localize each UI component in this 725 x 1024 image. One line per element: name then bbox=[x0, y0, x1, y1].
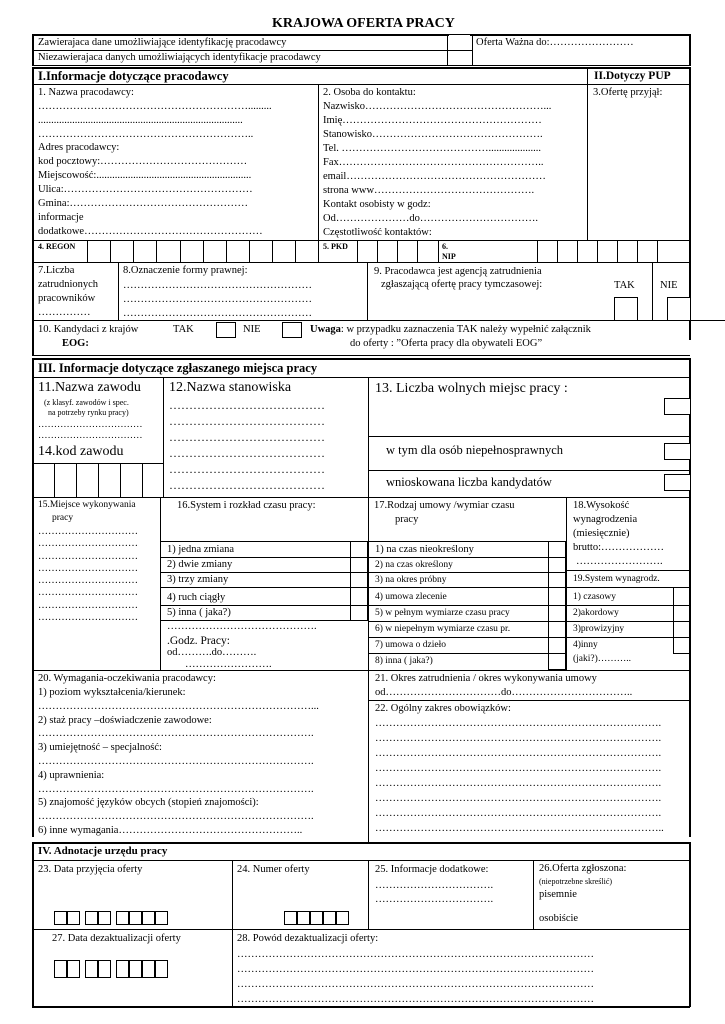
offer-submitted-label: 26.Oferta zgłoszona: bbox=[539, 863, 627, 874]
contact-firstname-field[interactable]: Imię………………………………………………… bbox=[323, 115, 542, 126]
vacancies-label: 13. Liczba wolnych miejsc pracy : bbox=[375, 381, 568, 396]
contract-checkbox-2[interactable] bbox=[548, 557, 566, 573]
occupation-note-2: na potrzeby rynku pracy) bbox=[48, 408, 129, 417]
eog-yes-checkbox[interactable] bbox=[216, 322, 236, 338]
contact-hours-label: Kontakt osobisty w godz: bbox=[323, 199, 431, 210]
pay-system-label: 19.System wynagrodz. bbox=[573, 574, 660, 584]
contract-checkbox-4[interactable] bbox=[548, 587, 566, 606]
pay-option-1: 1) czasowy bbox=[573, 592, 616, 602]
agency-yes-checkbox[interactable] bbox=[614, 297, 638, 321]
pay-checkbox-4[interactable] bbox=[673, 637, 690, 654]
candidates-count-label: wnioskowana liczba kandydatów bbox=[386, 475, 552, 489]
contact-hours-field[interactable]: Od…………………do……………………………. bbox=[323, 213, 538, 224]
system-checkbox-4[interactable] bbox=[350, 587, 368, 606]
offer-valid-until[interactable]: Oferta Ważna do:…………………… bbox=[476, 37, 634, 48]
contract-checkbox-7[interactable] bbox=[548, 637, 566, 654]
work-place-label-1: 15.Miejsce wykonywania bbox=[38, 500, 136, 510]
accept-date-label: 23. Data przyjęcia oferty bbox=[38, 864, 143, 875]
contact-fax-field[interactable]: Fax………………………………………………….. bbox=[323, 157, 544, 168]
agency-label-1: 9. Pracodawca jest agencją zatrudnienia bbox=[374, 266, 542, 277]
legal-form-label: 8.Oznaczenie formy prawnej: bbox=[123, 265, 248, 276]
system-option-1: 1) jedna zmiana bbox=[167, 544, 235, 555]
section-2-title: II.Dotyczy PUP bbox=[594, 70, 671, 82]
option-with-identification: Zawierajaca dane umożliwiające identyfikację pracodawcy bbox=[38, 37, 287, 48]
street-field[interactable]: Ulica:……………………………………………… bbox=[38, 184, 253, 195]
employer-address-label: Adres pracodawcy: bbox=[38, 142, 120, 153]
employees-count-label-2: zatrudnionych bbox=[38, 279, 99, 290]
contract-type-label-2: pracy bbox=[395, 514, 419, 525]
disabled-vacancies-label: w tym dla osób niepełnosprawnych bbox=[386, 443, 564, 457]
eog-no-checkbox[interactable] bbox=[282, 322, 302, 338]
disabled-vacancies-field[interactable] bbox=[664, 443, 691, 460]
contact-surname-field[interactable]: Nazwisko……………………………………………... bbox=[323, 101, 552, 112]
deactivation-reason-lines[interactable]: ………………………………………………………………………………………… ………………………………………………………………………………………… ………………………………………………………………………………………… ………………………………………………………………………………………… bbox=[237, 949, 594, 1005]
position-name-label: 12.Nazwa stanowiska bbox=[169, 380, 292, 395]
contract-option-7: 7) umowa o dzieło bbox=[375, 640, 446, 650]
salary-label-1: 18.Wysokość bbox=[573, 500, 630, 511]
deactivation-reason-label: 28. Powód dezaktualizacji oferty: bbox=[237, 933, 379, 944]
legal-form-lines[interactable]: ……………………………………………… ……………………………………………… ……………………………………………… bbox=[123, 280, 312, 319]
contract-checkbox-1[interactable] bbox=[548, 541, 566, 558]
contract-checkbox-6[interactable] bbox=[548, 621, 566, 638]
contract-option-8: 8) inna ( jaka?) bbox=[375, 656, 433, 666]
agency-label-2: zgłaszającą ofertę pracy tymczasowej: bbox=[381, 279, 543, 290]
duties-label: 22. Ogólny zakres obowiązków: bbox=[375, 703, 511, 714]
contract-type-label-1: 17.Rodzaj umowy /wymiar czasu bbox=[374, 500, 515, 511]
system-checkbox-2[interactable] bbox=[350, 557, 368, 573]
contract-option-3: 3) na okres próbny bbox=[375, 575, 447, 585]
pay-checkbox-2[interactable] bbox=[673, 605, 690, 622]
contract-checkbox-3[interactable] bbox=[548, 572, 566, 588]
eog-no-label: NIE bbox=[243, 324, 261, 335]
accepted-by-label: 3.Ofertę przyjął: bbox=[593, 87, 663, 98]
pay-option-other-field[interactable]: (jaki?)……….. bbox=[573, 654, 632, 664]
system-other-field[interactable]: ……………………………………. bbox=[167, 621, 317, 632]
gmina-field[interactable]: Gmina:…………………………………………… bbox=[38, 198, 248, 209]
duties-lines[interactable]: ………………………………………………………………………. ………………………………………………………………………. ………………………………………………………………………. ………………………………………………………………………. ………………………………………………………………………. ………………………………………………………………………. ………………………………………………………………………. ……………………………………………………………………….. bbox=[375, 718, 664, 834]
candidates-count-field[interactable] bbox=[664, 474, 691, 491]
pay-checkbox-3[interactable] bbox=[673, 621, 690, 638]
offer-number-label: 24. Numer oferty bbox=[237, 864, 310, 875]
additional-info-field[interactable]: dodatkowe…………………………………………… bbox=[38, 226, 263, 237]
eog-label-2: EOG: bbox=[62, 338, 89, 349]
deactivation-date-label: 27. Data dezaktualizacji oferty bbox=[52, 933, 181, 944]
system-option-3: 3) trzy zmiany bbox=[167, 574, 229, 585]
contact-email-field[interactable]: email………………………………………………… bbox=[323, 171, 546, 182]
contact-frequency-label: Częstotliwość kontaktów: bbox=[323, 227, 432, 238]
system-checkbox-3[interactable] bbox=[350, 572, 368, 588]
pay-option-3: 3)prowizyjny bbox=[573, 624, 625, 634]
section-4-title: IV. Adnotacje urzędu pracy bbox=[38, 845, 168, 857]
system-option-2: 2) dwie zmiany bbox=[167, 559, 233, 570]
submitted-written-option[interactable]: pisemnie bbox=[539, 889, 577, 900]
eog-note-line-1: Uwaga: w przypadku zaznaczenia TAK należy wypełnić załącznik bbox=[310, 324, 591, 335]
salary-label-3: (miesięcznie) bbox=[573, 528, 630, 539]
additional-info-field-25-1[interactable]: ……………………………. bbox=[375, 880, 494, 891]
additional-info-label: informacje bbox=[38, 212, 84, 223]
agency-no-label: NIE bbox=[660, 280, 678, 291]
work-hours-field[interactable]: od……….do………. bbox=[167, 647, 257, 658]
checkbox-with-identification[interactable] bbox=[449, 35, 470, 50]
submitted-personal-option[interactable]: osobiście bbox=[539, 913, 579, 924]
nip-label: NIP bbox=[442, 252, 456, 261]
agency-yes-label: TAK bbox=[614, 280, 635, 291]
employment-period-field[interactable]: od……………………………do…………………………….. bbox=[375, 687, 633, 698]
employees-count-label-1: 7.Liczba bbox=[38, 265, 75, 276]
offer-submitted-note: (niepotrzebne skreślić) bbox=[539, 877, 613, 886]
agency-no-checkbox[interactable] bbox=[667, 297, 691, 321]
contract-checkbox-5[interactable] bbox=[548, 605, 566, 622]
eog-label-1: 10. Kandydaci z krajów bbox=[38, 324, 139, 335]
city-field[interactable]: Miejscowość:........................................................... bbox=[38, 170, 252, 181]
additional-info-label-25: 25. Informacje dodatkowe: bbox=[375, 864, 489, 875]
checkbox-without-identification[interactable] bbox=[449, 51, 470, 65]
contract-option-1: 1) na czas nieokreślony bbox=[375, 544, 474, 555]
occupation-name-label: 11.Nazwa zawodu bbox=[38, 380, 141, 395]
system-option-4: 4) ruch ciągły bbox=[167, 592, 226, 603]
contract-option-5: 5) w pełnym wymiarze czasu pracy bbox=[375, 608, 510, 618]
requirements-label: 20. Wymagania-oczekiwania pracodawcy: bbox=[38, 673, 216, 684]
section-1-title: I.Informacje dotyczące pracodawcy bbox=[38, 69, 229, 83]
salary-label-2: wynagrodzenia bbox=[573, 514, 638, 525]
work-place-lines[interactable]: ………………………… ………………………… ………………………… ………………………… ………………………… ………………………… ………………………… ………………………… bbox=[38, 526, 138, 624]
postal-code-field[interactable]: kod pocztowy:…………………………………… bbox=[38, 156, 248, 167]
contract-option-2: 2) na czas określony bbox=[375, 560, 453, 570]
form-title: KRAJOWA OFERTA PRACY bbox=[272, 16, 455, 31]
salary-gross-extra[interactable]: ……………………. bbox=[576, 556, 663, 567]
contract-checkbox-8[interactable] bbox=[548, 653, 566, 670]
employees-count-label-3: pracowników bbox=[38, 293, 96, 304]
system-option-5: 5) inna ( jaka?) bbox=[167, 607, 231, 618]
contact-person-label: 2. Osoba do kontaktu: bbox=[323, 87, 416, 98]
position-name-lines[interactable]: ………………………………… ………………………………… ………………………………… ………………………………… ………………………………… ………………………………… bbox=[169, 398, 325, 492]
work-place-label-2: pracy bbox=[52, 513, 74, 523]
occupation-code-label: 14.kod zawodu bbox=[38, 444, 124, 459]
contact-www-field[interactable]: strona www………………………………………. bbox=[323, 185, 535, 196]
contact-phone-field[interactable]: Tel. …………………………………….................... bbox=[323, 143, 542, 154]
employer-name-label: 1. Nazwa pracodawcy: bbox=[38, 87, 134, 98]
pkd-label: 5. PKD bbox=[323, 242, 348, 251]
eog-note-line-2: do oferty : ”Oferta pracy dla obywateli EOG” bbox=[350, 338, 543, 349]
work-hours-extra[interactable]: ……………………. bbox=[185, 659, 272, 670]
occupation-note-1: (z klasyf. zawodów i spec. bbox=[44, 398, 129, 407]
system-checkbox-5[interactable] bbox=[350, 605, 368, 621]
section-3-title: III. Informacje dotyczące zgłaszanego miejsca pracy bbox=[38, 361, 318, 375]
pay-option-4: 4)inny bbox=[573, 640, 598, 650]
contract-option-4: 4) umowa zlecenie bbox=[375, 592, 447, 602]
employer-name-lines[interactable]: ……………………………………………………......... .............................................................................. …………………………………………………….. bbox=[38, 101, 272, 140]
regon-label: 4. REGON bbox=[38, 242, 76, 251]
pay-option-2: 2)akordowy bbox=[573, 608, 619, 618]
occupation-name-field-2[interactable]: …………………………… bbox=[38, 431, 143, 441]
nip-label-number: 6. bbox=[442, 242, 448, 251]
occupation-name-field-1[interactable]: …………………………… bbox=[38, 420, 143, 430]
employment-period-label: 21. Okres zatrudnienia / okres wykonywania umowy bbox=[375, 673, 597, 684]
work-system-label: 16.System i rozkład czasu pracy: bbox=[177, 500, 316, 511]
contact-position-field[interactable]: Stanowisko…………………………………………. bbox=[323, 129, 543, 140]
additional-info-field-25-2[interactable]: ……………………………. bbox=[375, 894, 494, 905]
vacancies-field[interactable] bbox=[664, 398, 691, 415]
employees-count-field[interactable]: …………… bbox=[38, 307, 91, 318]
work-hours-label: .Godz. Pracy: bbox=[167, 635, 230, 647]
contract-option-6: 6) w niepełnym wymiarze czasu pr. bbox=[375, 624, 511, 634]
requirements-list[interactable]: 1) poziom wykształcenia/kierunek: ……………………………………………………………………... 2) staż pracy –doświadczenie zawodowe: ……………………………………………………………………. 3) umiejętność – specjalność: ……………………………………………………………………. 4) uprawnienia: ……………………………………………………………………. 5) znajomość języków obcych (stopień znajomości): ……………………………………………………………………. 6) inne wymagania…………………………………………….. bbox=[38, 687, 319, 836]
salary-gross-field[interactable]: brutto:……………… bbox=[573, 542, 664, 553]
pay-checkbox-1[interactable] bbox=[673, 587, 690, 606]
eog-yes-label: TAK bbox=[173, 324, 194, 335]
system-checkbox-1[interactable] bbox=[350, 541, 368, 558]
option-without-identification: Niezawierajaca danych umożliwiających identyfikacje pracodawcy bbox=[38, 52, 321, 63]
